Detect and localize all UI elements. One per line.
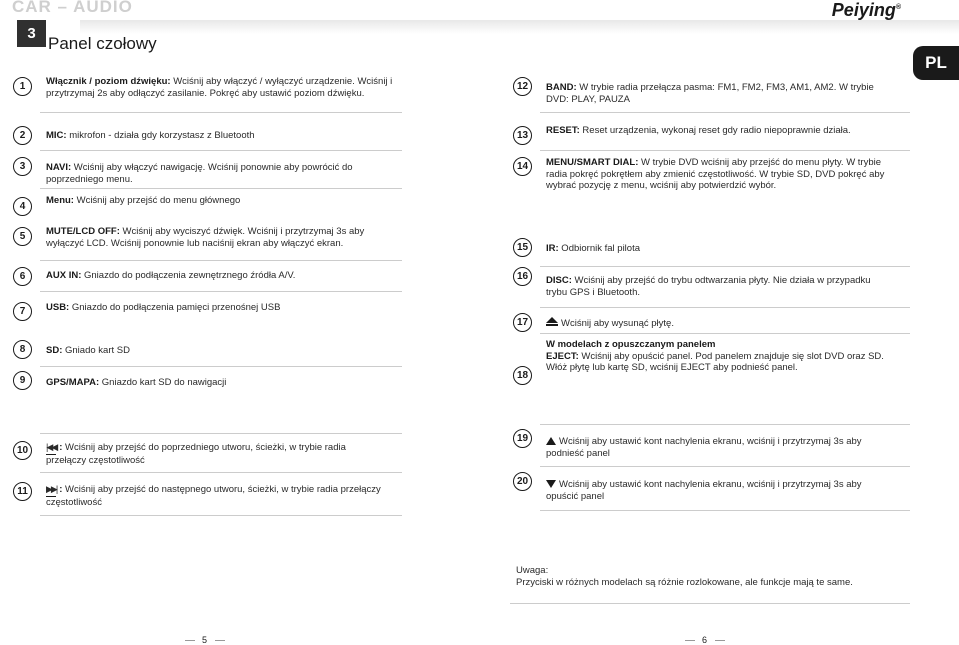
triangle-up-icon [546, 437, 556, 445]
item-text: Gniazdo do podłączenia pamięci przenośnej USB [69, 302, 281, 313]
item-6-description [46, 270, 406, 282]
item-number: 6 [13, 267, 32, 286]
item-text: W trybie radia przełącza pasma: FM1, FM2, FM3, AM1, AM2. W trybie DVD: PLAY, PAUZA [546, 82, 874, 105]
item-text: Odbiornik fal pilota [558, 243, 640, 254]
divider [40, 433, 402, 434]
item-15-description [546, 243, 906, 255]
item-label: NAVI: [46, 162, 72, 173]
item-9-description [46, 377, 406, 389]
item-10-description [46, 442, 376, 466]
item-text: Wciśnij aby przejść do następnego utworu, ścieżki, w trybie radia przełączy częstotliwość [46, 484, 381, 508]
item-text: Gniazdo kart SD do nawigacji [99, 377, 227, 388]
next-track-icon: ▶▶| [46, 484, 56, 497]
divider [540, 466, 910, 467]
item-2-description [46, 130, 406, 142]
item-number: 5 [13, 227, 32, 246]
divider [540, 150, 910, 151]
brand-car-audio: CAR – AUDIO [12, 0, 133, 16]
divider [540, 424, 910, 425]
item-17-description [546, 317, 906, 330]
note [516, 565, 906, 588]
item-label: USB: [46, 302, 70, 313]
item-label: IR: [546, 243, 559, 254]
item-text: Wciśnij aby przejść do trybu odtwarzania płyty. Nie działa w przypadku trybu GPS i Bluetooth. [546, 275, 871, 298]
item-label: W modelach z opuszczanym panelem [546, 339, 716, 350]
note-text: Przyciski w różnych modelach są różnie rozlokowane, ale funkcje mają te same. [516, 576, 853, 588]
previous-track-icon: |◀◀ [46, 442, 56, 455]
item-20-description [546, 479, 886, 502]
item-4-description [46, 195, 406, 207]
item-number: 9 [13, 371, 32, 390]
item-label: MIC: [46, 130, 67, 141]
item-number: 11 [13, 482, 32, 501]
divider [540, 266, 910, 267]
item-text: mikrofon - działa gdy korzystasz z Bluetooth [66, 130, 255, 141]
eject-icon [546, 317, 558, 327]
item-number: 3 [13, 157, 32, 176]
page-number-right: 6 [702, 635, 708, 645]
item-label: : [59, 442, 63, 453]
divider [40, 150, 402, 151]
item-text: Wciśnij aby ustawić kont nachylenia ekranu, wciśnij i przytrzymaj 3s aby opuścić panel [546, 479, 862, 502]
item-3-description [46, 162, 386, 185]
item-label: Menu: [46, 195, 74, 206]
item-text: Wciśnij aby ustawić kont nachylenia ekranu, wciśnij i przytrzymaj 3s aby podnieść panel [546, 436, 862, 459]
item-number: 18 [513, 366, 532, 385]
item-13-description [546, 125, 906, 137]
item-label-eject: EJECT: [546, 350, 579, 362]
brand-logo-peiying [832, 0, 901, 21]
page-number-rule [185, 640, 195, 641]
divider [540, 307, 910, 308]
item-number: 13 [513, 126, 532, 145]
page-number-left: 5 [202, 635, 208, 645]
item-label: AUX IN: [46, 270, 82, 281]
divider [540, 112, 910, 113]
item-14-description [546, 157, 896, 192]
language-badge: PL [913, 46, 959, 80]
item-number: 10 [13, 441, 32, 460]
item-8-description [46, 345, 406, 357]
brand-logo-text: Peiying [831, 0, 896, 20]
item-label: DISC: [546, 275, 572, 286]
item-number: 1 [13, 77, 32, 96]
divider [540, 510, 910, 511]
item-number: 2 [13, 126, 32, 145]
item-18-description [546, 339, 901, 374]
item-number: 12 [513, 77, 532, 96]
item-text: Reset urządzenia, wykonaj reset gdy radio niepoprawnie działa. [579, 125, 851, 136]
item-text: Wciśnij aby przejść do menu głównego [73, 195, 241, 206]
divider [510, 603, 910, 604]
item-12-description [546, 82, 891, 105]
item-text: Wciśnij aby wyciszyć dźwięk. Wciśnij i przytrzymaj 3s aby wyłączyć LCD. Wciśnij ponownie lub naciśnij ekran aby włączyć ekran. [46, 226, 365, 249]
item-5-description [46, 226, 386, 249]
item-number: 8 [13, 340, 32, 359]
item-text: Wciśnij aby wysunąć płytę. [561, 318, 674, 329]
header-band [80, 20, 959, 34]
item-label: GPS/MAPA: [46, 377, 100, 388]
divider [40, 472, 402, 473]
page-number-rule [215, 640, 225, 641]
divider [40, 291, 402, 292]
item-label: SD: [46, 345, 63, 356]
item-number: 16 [513, 267, 532, 286]
item-number: 17 [513, 313, 532, 332]
divider [40, 366, 402, 367]
divider [40, 188, 402, 189]
triangle-down-icon [546, 480, 556, 488]
item-label: : [59, 484, 63, 495]
item-label: BAND: [546, 82, 577, 93]
item-number: 20 [513, 472, 532, 491]
divider [40, 515, 402, 516]
item-number: 15 [513, 238, 532, 257]
item-number: 7 [13, 302, 32, 321]
divider [40, 112, 402, 113]
item-number: 4 [13, 197, 32, 216]
item-text: Wciśnij aby włączyć nawigację. Wciśnij ponownie aby powrócić do poprzedniego menu. [46, 162, 353, 185]
page-number-rule [685, 640, 695, 641]
item-label: RESET: [546, 125, 580, 136]
item-number: 19 [513, 429, 532, 448]
item-16-description [546, 275, 886, 298]
divider [40, 260, 402, 261]
item-number: 14 [513, 157, 532, 176]
item-text: W trybie DVD wciśnij aby przejść do menu płyty. W trybie radia pokręć pokrętłem aby zmienić częstotliwość. W trybie SD, DVD pokręć aby wybrać pozycję z menu, wciśnij aby potwierdzić wybór. [546, 157, 885, 191]
note-title: Uwaga: [516, 565, 549, 576]
item-label: MUTE/LCD OFF: [46, 226, 120, 237]
item-text: Wciśnij aby opuścić panel. Pod panelem znajduje się slot DVD oraz SD. Włóż płytę lub kartę SD, wciśnij EJECT aby podnieść panel. [546, 350, 884, 373]
divider [540, 333, 910, 334]
chapter-title: Panel czołowy [48, 34, 157, 53]
item-text: Wciśnij aby przejść do poprzedniego utworu, ścieżki, w trybie radia przełączy częstotliwość [46, 442, 346, 466]
chapter-number: 3 [17, 20, 46, 47]
item-11-description [46, 484, 396, 508]
item-7-description [46, 302, 406, 314]
item-text: Gniazdo do podłączenia zewnętrznego źródła A/V. [81, 270, 296, 281]
item-label: MENU/SMART DIAL: [546, 157, 639, 168]
item-label: Włącznik / poziom dźwięku: [46, 76, 171, 87]
item-text: Gniado kart SD [62, 345, 130, 356]
item-1-description [46, 76, 406, 99]
item-19-description [546, 436, 886, 459]
page-number-rule [715, 640, 725, 641]
registered-mark: ® [895, 4, 901, 11]
item-text: Wciśnij aby włączyć / wyłączyć urządzenie. Wciśnij i przytrzymaj 2s aby odłączyć zasilanie. Pokręć aby ustawić poziom dźwięku. [46, 76, 393, 99]
